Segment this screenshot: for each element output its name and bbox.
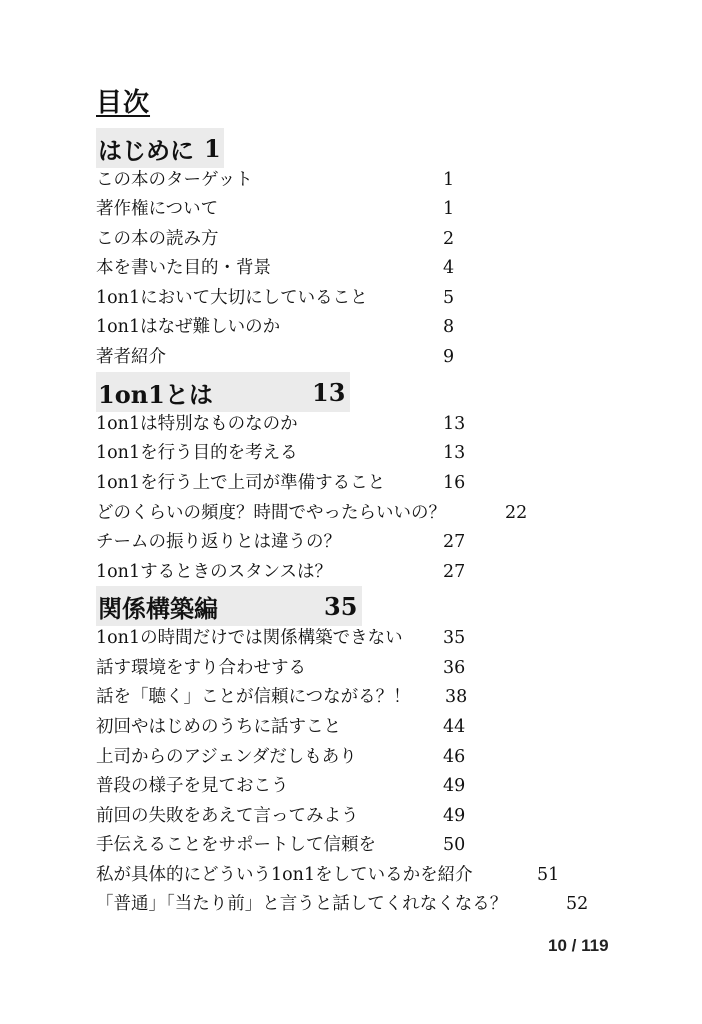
- toc-entry[interactable]: [96, 166, 455, 194]
- toc-entry-page: 4: [443, 258, 455, 278]
- toc-entry-page: 8: [443, 317, 455, 337]
- toc-entry-title: 前回の失敗をあえて言ってみよう: [96, 806, 359, 826]
- toc-entry[interactable]: [96, 683, 468, 711]
- toc-entry[interactable]: [96, 802, 466, 830]
- toc-entry-title: 私が具体的にどういう1on1をしているかを紹介: [96, 865, 473, 885]
- toc-entry[interactable]: [96, 410, 466, 438]
- toc-entry[interactable]: [96, 195, 455, 223]
- toc-entry-page: 27: [443, 532, 466, 552]
- total-pages: 119: [581, 936, 609, 955]
- toc-entry[interactable]: [96, 624, 466, 652]
- toc-entry-page: 38: [445, 687, 468, 707]
- toc-entry[interactable]: [96, 831, 466, 859]
- chapter-heading[interactable]: [96, 128, 224, 168]
- toc-entry-page: 1: [443, 170, 455, 190]
- chapter-page: 1: [204, 133, 221, 163]
- toc-entry[interactable]: [96, 772, 466, 800]
- toc-entry[interactable]: [96, 439, 466, 467]
- toc-entry[interactable]: [96, 225, 455, 253]
- toc-entry[interactable]: [96, 254, 455, 282]
- toc-entry-page: 46: [443, 747, 466, 767]
- toc-entry-title: 普段の様子を見ておこう: [96, 776, 289, 796]
- toc-entry[interactable]: [96, 743, 466, 771]
- toc-entry-title: 話を「聴く」ことが信頼につながる？！: [96, 687, 411, 707]
- toc-entry-page: 35: [443, 628, 466, 648]
- chapter-title: 1on1とは: [98, 379, 213, 409]
- toc-entry-title: 1on1は特別なものなのか: [96, 414, 298, 434]
- toc-entry-page: 27: [443, 562, 466, 582]
- current-page: 10: [548, 936, 567, 955]
- toc-entry[interactable]: [96, 861, 560, 889]
- toc-entry-title: 1on1するときのスタンスは？: [96, 562, 333, 582]
- toc-entry-page: 16: [443, 473, 466, 493]
- toc-entry[interactable]: [96, 499, 528, 527]
- toc-entry-title: 手伝えることをサポートして信頼を: [96, 835, 376, 855]
- toc-title: 目次: [96, 88, 151, 118]
- toc-entry-page: 2: [443, 229, 455, 249]
- toc-entry-page: 5: [443, 288, 455, 308]
- toc-entry-page: 52: [566, 894, 589, 914]
- toc-entry[interactable]: [96, 343, 455, 371]
- toc-entry-title: 1on1において大切にしていること: [96, 288, 368, 308]
- toc-entry-title: 本を書いた目的・背景: [96, 258, 271, 278]
- toc-entry-title: 1on1を行う上で上司が準備すること: [96, 473, 386, 493]
- toc-entry-title: 1on1を行う目的を考える: [96, 443, 298, 463]
- toc-entry-title: どのくらいの頻度？時間でやったらいいの？: [96, 503, 446, 523]
- chapter-page: 13: [312, 377, 346, 407]
- toc-entry[interactable]: [96, 528, 466, 556]
- toc-entry[interactable]: [96, 713, 466, 741]
- toc-entry-title: 初回やはじめのうちに話すこと: [96, 717, 341, 737]
- toc-entry-title: 「普通」「当たり前」と言うと話してくれなくなる？: [96, 894, 508, 914]
- toc-entry-page: 36: [443, 658, 466, 678]
- toc-entry-title: 話す環境をすり合わせする: [96, 658, 306, 678]
- toc-entry-page: 9: [443, 347, 455, 367]
- toc-entry-title: この本の読み方: [96, 229, 219, 249]
- page-counter: [548, 936, 609, 956]
- toc-entry-page: 13: [443, 443, 466, 463]
- toc-entry[interactable]: [96, 558, 466, 586]
- toc-entry-title: チームの振り返りとは違うの？: [96, 532, 341, 552]
- toc-entry-page: 49: [443, 806, 466, 826]
- toc-entry-page: 51: [537, 865, 560, 885]
- toc-entry-page: 44: [443, 717, 466, 737]
- toc-entry-title: この本のターゲット: [96, 170, 253, 190]
- chapter-heading[interactable]: [96, 586, 362, 626]
- toc-entry-title: 著者紹介: [96, 347, 166, 367]
- toc-entry[interactable]: [96, 890, 589, 918]
- toc-entry-title: 1on1はなぜ難しいのか: [96, 317, 281, 337]
- toc-entry[interactable]: [96, 313, 455, 341]
- toc-entry[interactable]: [96, 654, 466, 682]
- toc-entry-page: 50: [443, 835, 466, 855]
- toc-entry-title: 1on1の時間だけでは関係構築できない: [96, 628, 403, 648]
- toc-entry-page: 13: [443, 414, 466, 434]
- toc-entry-page: 22: [505, 503, 528, 523]
- toc-entry-page: 49: [443, 776, 466, 796]
- chapter-page: 35: [324, 591, 358, 621]
- chapter-title: 関係構築編: [98, 593, 218, 623]
- chapter-title: はじめに: [98, 135, 194, 165]
- toc-entry[interactable]: [96, 469, 466, 497]
- toc-entry-title: 著作権について: [96, 199, 219, 219]
- chapter-heading[interactable]: [96, 372, 350, 412]
- toc-entry[interactable]: [96, 284, 455, 312]
- toc-entry-page: 1: [443, 199, 455, 219]
- toc-entry-title: 上司からのアジェンダだしもあり: [96, 747, 357, 767]
- page-separator: /: [571, 936, 577, 955]
